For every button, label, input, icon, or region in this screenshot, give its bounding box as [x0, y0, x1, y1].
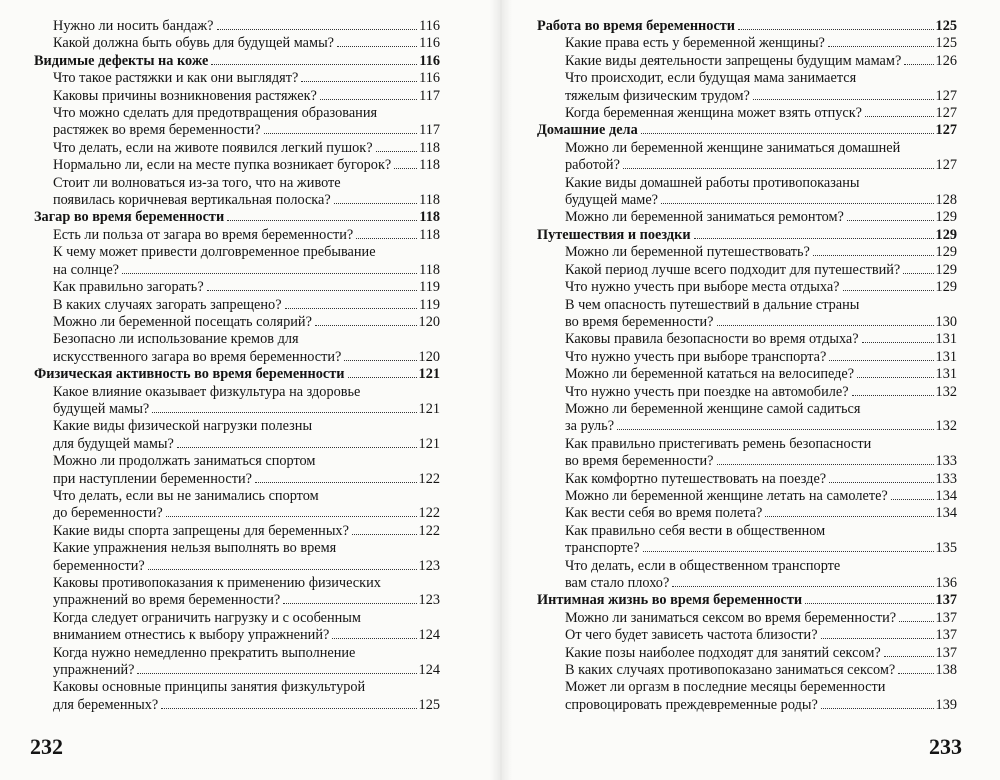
toc-entry-text: Можно ли беременной путешествовать?: [565, 244, 810, 261]
toc-entry-text: Каковы основные принципы занятия физкультурой: [53, 679, 366, 696]
dot-leader: [641, 133, 934, 134]
toc-entry-text: на солнце?: [53, 261, 120, 278]
toc-entry-text: до беременности?: [53, 505, 163, 522]
toc-page-number: 131: [935, 331, 957, 348]
toc-entry-text: Какой должна быть обувь для будущей мамы?: [53, 35, 335, 52]
toc-entry-text: Какие виды спорта запрещены для беременных?: [53, 522, 349, 539]
dot-leader: [717, 325, 934, 326]
dot-leader: [348, 377, 417, 378]
toc-entry-text: будущей мамы?: [53, 400, 150, 417]
toc-entry: [34, 175, 440, 210]
toc-page-number: 118: [419, 157, 440, 174]
toc-page-number: 129: [935, 226, 957, 243]
toc-entry: [537, 627, 957, 644]
toc-page-number: 116: [419, 70, 440, 87]
toc-entry-text: Какие виды физической нагрузки полезны: [53, 418, 313, 435]
toc-entry-text: Какие упражнения нельзя выполнять во время: [53, 540, 337, 557]
toc-page-number: 119: [419, 279, 440, 296]
toc-page-number: 118: [419, 261, 440, 278]
dot-leader: [617, 429, 933, 430]
toc-page-number: 123: [418, 592, 440, 609]
toc-page-number: 139: [935, 696, 957, 713]
toc-entry-text: Когда следует ограничить нагрузку и с особенным: [53, 609, 361, 626]
dot-leader: [717, 464, 934, 465]
toc-entry-text: упражнений во время беременности?: [53, 592, 281, 609]
toc-entry: [34, 523, 440, 540]
toc-entry-text: Видимые дефекты на коже: [34, 52, 209, 69]
toc-entry: [34, 314, 440, 331]
dot-leader: [672, 586, 933, 587]
dot-leader: [352, 534, 417, 535]
toc-entry: [537, 610, 957, 627]
toc-entry-text: Можно ли беременной посещать солярий?: [53, 313, 312, 330]
toc-entry-text: Есть ли польза от загара во время беременности?: [53, 226, 354, 243]
toc-entry: [537, 436, 957, 471]
toc-entry: [537, 244, 957, 261]
toc-entry-text: Какие виды домашней работы противопоказаны: [565, 174, 860, 191]
dot-leader: [852, 395, 934, 396]
dot-leader: [899, 621, 933, 622]
toc-entry: [537, 70, 957, 105]
toc-page-number: 118: [419, 209, 440, 226]
toc-page-number: 118: [419, 226, 440, 243]
toc-entry-text: во время беременности?: [565, 453, 714, 470]
toc-entry-text: Можно ли беременной кататься на велосипеде?: [565, 366, 855, 383]
toc-entry-text: Каковы причины возникновения растяжек?: [53, 87, 317, 104]
toc-list: [34, 18, 440, 714]
toc-entry: [537, 262, 957, 279]
toc-page-number: 133: [935, 470, 957, 487]
toc-page-number: 137: [935, 627, 957, 644]
toc-page-number: 125: [935, 35, 957, 52]
toc-entry-text: Можно ли заниматься сексом во время беременности?: [565, 609, 897, 626]
toc-entry-text: для беременных?: [53, 696, 159, 713]
toc-entry-text: Что делать, если на животе появился легкий пушок?: [53, 139, 373, 156]
toc-page-number: 116: [419, 52, 440, 69]
dot-leader: [264, 133, 418, 134]
toc-page-number: 120: [418, 313, 440, 330]
dot-leader: [334, 203, 417, 204]
toc-entry-text: Какое влияние оказывает физкультура на здоровье: [53, 383, 361, 400]
toc-page-number: 138: [935, 662, 957, 679]
toc-entry-text: Физическая активность во время беременности: [34, 366, 345, 383]
toc-entry-text: вниманием отнестись к выбору упражнений?: [53, 627, 330, 644]
toc-entry: [34, 227, 440, 244]
toc-entry-text: Как правильно пристегивать ремень безопасности: [565, 435, 872, 452]
toc-entry: [537, 679, 957, 714]
toc-page-number: 116: [419, 35, 440, 52]
toc-entry-text: К чему может привести долговременное пребывание: [53, 244, 376, 261]
dot-leader: [843, 290, 934, 291]
toc-entry: [34, 140, 440, 157]
dot-leader: [285, 308, 418, 309]
dot-leader: [394, 168, 417, 169]
toc-entry-text: Какие позы наиболее подходят для занятий сексом?: [565, 644, 881, 661]
toc-entry-text: От чего будет зависеть частота близости?: [565, 627, 818, 644]
toc-list: [537, 18, 957, 714]
toc-entry-text: Домашние дела: [537, 122, 638, 139]
toc-page-number: 127: [935, 157, 957, 174]
toc-section-heading: [34, 366, 440, 383]
dot-leader: [898, 673, 933, 674]
toc-entry-text: Как вести себя во время полета?: [565, 505, 763, 522]
toc-entry-text: В каких случаях загорать запрещено?: [53, 296, 282, 313]
dot-leader: [904, 64, 933, 65]
toc-entry: [34, 384, 440, 419]
toc-entry: [34, 70, 440, 87]
toc-entry-text: работой?: [565, 157, 620, 174]
toc-entry: [537, 645, 957, 662]
toc-entry-text: за руль?: [565, 418, 615, 435]
toc-page-number: 117: [419, 122, 440, 139]
toc-entry: [34, 645, 440, 680]
toc-entry-text: В каких случаях противопоказано заниматься сексом?: [565, 662, 896, 679]
toc-entry: [537, 401, 957, 436]
dot-leader: [137, 673, 416, 674]
dot-leader: [122, 273, 417, 274]
toc-page-number: 124: [418, 662, 440, 679]
dot-leader: [828, 46, 934, 47]
toc-page-number: 130: [935, 313, 957, 330]
dot-leader: [211, 64, 417, 65]
toc-entry: [537, 471, 957, 488]
toc-entry-text: Интимная жизнь во время беременности: [537, 592, 803, 609]
toc-entry: [34, 105, 440, 140]
toc-page-number: 121: [418, 435, 440, 452]
toc-page-number: 121: [418, 400, 440, 417]
toc-entry: [537, 523, 957, 558]
toc-entry-text: Путешествия и поездки: [537, 226, 691, 243]
toc-entry-text: спровоцировать преждевременные роды?: [565, 696, 818, 713]
toc-page-number: 127: [935, 87, 957, 104]
toc-page-number: 132: [935, 383, 957, 400]
dot-leader: [661, 203, 934, 204]
dot-leader: [829, 482, 933, 483]
toc-entry: [537, 35, 957, 52]
toc-page-number: 127: [935, 105, 957, 122]
dot-leader: [884, 656, 934, 657]
toc-page-number: 120: [418, 348, 440, 365]
toc-entry-text: Как правильно себя вести в общественном: [565, 522, 826, 539]
dot-leader: [829, 360, 933, 361]
toc-page-number: 131: [935, 366, 957, 383]
toc-entry: [537, 384, 957, 401]
right-page: [500, 0, 1000, 780]
toc-entry-text: транспорте?: [565, 540, 640, 557]
toc-entry-text: Какие виды деятельности запрещены будущим мамам?: [565, 52, 902, 69]
toc-entry-text: Какие права есть у беременной женщины?: [565, 35, 825, 52]
toc-entry-text: Что делать, если вы не занимались спортом: [53, 487, 319, 504]
toc-section-heading: [537, 592, 957, 609]
dot-leader: [865, 116, 934, 117]
dot-leader: [227, 220, 417, 221]
toc-page-number: 137: [935, 644, 957, 661]
dot-leader: [207, 290, 417, 291]
toc-page-number: 117: [419, 87, 440, 104]
dot-leader: [166, 516, 417, 517]
dot-leader: [332, 638, 416, 639]
toc-entry-text: растяжек во время беременности?: [53, 122, 261, 139]
dot-leader: [315, 325, 417, 326]
dot-leader: [177, 447, 417, 448]
toc-entry-text: Каковы противопоказания к применению физических: [53, 575, 381, 591]
toc-entry-text: Безопасно ли использование кремов для: [53, 331, 299, 348]
dot-leader: [694, 238, 934, 239]
toc-section-heading: [34, 53, 440, 70]
toc-entry-text: будущей маме?: [565, 192, 659, 209]
toc-entry-text: искусственного загара во время беременности?: [53, 348, 342, 365]
toc-entry-text: при наступлении беременности?: [53, 470, 252, 487]
toc-page-number: 129: [935, 261, 957, 278]
toc-entry-text: Можно ли беременной женщине самой садиться: [565, 400, 861, 417]
toc-page-number: 118: [419, 192, 440, 209]
toc-page-number: 125: [418, 696, 440, 713]
toc-page-number: 136: [935, 575, 957, 591]
toc-section-heading: [34, 209, 440, 226]
toc-section-heading: [537, 18, 957, 35]
toc-section-heading: [537, 227, 957, 244]
toc-entry: [537, 297, 957, 332]
toc-page-number: 119: [419, 296, 440, 313]
toc-entry: [537, 209, 957, 226]
toc-page-number: 129: [935, 209, 957, 226]
toc-entry-text: Можно ли продолжать заниматься спортом: [53, 453, 316, 470]
dot-leader: [344, 360, 416, 361]
dot-leader: [821, 638, 934, 639]
toc-entry: [34, 244, 440, 279]
toc-entry-text: тяжелым физическим трудом?: [565, 87, 750, 104]
toc-entry-text: Что нужно учесть при выборе транспорта?: [565, 348, 827, 365]
toc-entry-text: Когда нужно немедленно прекратить выполнение: [53, 644, 356, 661]
dot-leader: [847, 220, 934, 221]
page-number: 233: [929, 734, 962, 759]
toc-entry: [34, 488, 440, 523]
dot-leader: [643, 551, 934, 552]
toc-entry: [34, 610, 440, 645]
toc-entry: [537, 505, 957, 522]
page-number: 232: [30, 734, 63, 759]
toc-section-heading: [537, 122, 957, 139]
toc-entry: [537, 366, 957, 383]
toc-page-number: 133: [935, 453, 957, 470]
toc-entry-text: Можно ли беременной женщине летать на самолете?: [565, 487, 888, 504]
dot-leader: [623, 168, 934, 169]
toc-page-number: 118: [419, 139, 440, 156]
toc-entry-text: Какой период лучше всего подходит для путешествий?: [565, 261, 901, 278]
toc-page-number: 132: [935, 418, 957, 435]
toc-entry-text: Что нужно учесть при выборе места отдыха?: [565, 279, 840, 296]
toc-entry-text: Что делать, если в общественном транспорте: [565, 557, 841, 574]
toc-entry-text: Может ли оргазм в последние месяцы беременности: [565, 679, 886, 696]
toc-entry: [537, 558, 957, 593]
toc-page-number: 122: [418, 505, 440, 522]
dot-leader: [857, 377, 933, 378]
toc-entry-text: Стоит ли волноваться из-за того, что на животе: [53, 174, 341, 191]
dot-leader: [161, 708, 416, 709]
toc-entry: [537, 331, 957, 348]
dot-leader: [337, 46, 417, 47]
dot-leader: [813, 255, 934, 256]
dot-leader: [283, 603, 416, 604]
dot-leader: [320, 99, 417, 100]
toc-entry: [34, 157, 440, 174]
dot-leader: [217, 29, 418, 30]
toc-entry-text: Можно ли беременной женщине заниматься домашней: [565, 139, 901, 156]
toc-page-number: 116: [419, 18, 440, 34]
toc-page-number: 125: [935, 18, 957, 34]
toc-entry-text: Каковы правила безопасности во время отдыха?: [565, 331, 859, 348]
dot-leader: [753, 99, 934, 100]
dot-leader: [891, 499, 934, 500]
toc-entry-text: во время беременности?: [565, 313, 714, 330]
toc-entry: [537, 140, 957, 175]
toc-page-number: 137: [935, 609, 957, 626]
toc-entry-text: Как правильно загорать?: [53, 279, 204, 296]
toc-page-number: 126: [935, 52, 957, 69]
toc-entry-text: Можно ли беременной заниматься ремонтом?: [565, 209, 844, 226]
dot-leader: [356, 238, 417, 239]
toc-entry: [537, 662, 957, 679]
toc-page-number: 129: [935, 279, 957, 296]
toc-page-number: 135: [935, 540, 957, 557]
toc-page-number: 134: [935, 505, 957, 522]
toc-entry-text: Что можно сделать для предотвращения образования: [53, 105, 378, 122]
toc-entry-text: беременности?: [53, 557, 145, 574]
dot-leader: [148, 569, 417, 570]
toc-page-number: 121: [418, 366, 440, 383]
dot-leader: [903, 273, 933, 274]
toc-entry: [34, 297, 440, 314]
dot-leader: [765, 516, 933, 517]
toc-entry: [537, 279, 957, 296]
toc-entry: [34, 18, 440, 35]
dot-leader: [821, 708, 934, 709]
toc-page-number: 127: [935, 122, 957, 139]
toc-entry-text: Работа во время беременности: [537, 18, 736, 34]
toc-page-number: 123: [418, 557, 440, 574]
toc-entry: [34, 540, 440, 575]
toc-page-number: 128: [935, 192, 957, 209]
dot-leader: [255, 482, 417, 483]
toc-page-number: 134: [935, 487, 957, 504]
toc-entry: [34, 331, 440, 366]
toc-entry: [34, 679, 440, 714]
toc-entry-text: В чем опасность путешествий в дальние страны: [565, 296, 860, 313]
toc-entry-text: Нормально ли, если на месте пупка возникает бугорок?: [53, 157, 392, 174]
toc-entry-text: появилась коричневая вертикальная полоска?: [53, 192, 331, 209]
toc-page-number: 129: [935, 244, 957, 261]
toc-page-number: 122: [418, 470, 440, 487]
toc-page-number: 137: [935, 592, 957, 609]
toc-entry-text: Когда беременная женщина может взять отпуск?: [565, 105, 863, 122]
toc-entry: [537, 105, 957, 122]
dot-leader: [301, 81, 417, 82]
toc-page-number: 124: [418, 627, 440, 644]
dot-leader: [152, 412, 416, 413]
toc-entry: [34, 35, 440, 52]
toc-entry-text: для будущей мамы?: [53, 435, 174, 452]
dot-leader: [862, 342, 934, 343]
toc-entry: [34, 575, 440, 610]
dot-leader: [376, 151, 418, 152]
toc-entry-text: Что такое растяжки и как они выглядят?: [53, 70, 299, 87]
toc-entry: [34, 279, 440, 296]
toc-entry-text: Нужно ли носить бандаж?: [53, 18, 214, 34]
toc-entry-text: Что происходит, если будущая мама занимается: [565, 70, 857, 87]
toc-entry-text: упражнений?: [53, 662, 135, 679]
dot-leader: [738, 29, 933, 30]
toc-entry: [34, 453, 440, 488]
toc-page-number: 122: [418, 522, 440, 539]
toc-entry: [34, 418, 440, 453]
toc-entry: [537, 349, 957, 366]
toc-entry-text: Загар во время беременности: [34, 209, 225, 226]
toc-entry: [537, 175, 957, 210]
toc-entry-text: Что нужно учесть при поездке на автомобиле?: [565, 383, 849, 400]
toc-entry: [537, 53, 957, 70]
dot-leader: [805, 603, 933, 604]
toc-page-number: 131: [935, 348, 957, 365]
toc-entry-text: вам стало плохо?: [565, 575, 670, 591]
toc-entry: [537, 488, 957, 505]
toc-entry-text: Как комфортно путешествовать на поезде?: [565, 470, 827, 487]
toc-entry: [34, 88, 440, 105]
